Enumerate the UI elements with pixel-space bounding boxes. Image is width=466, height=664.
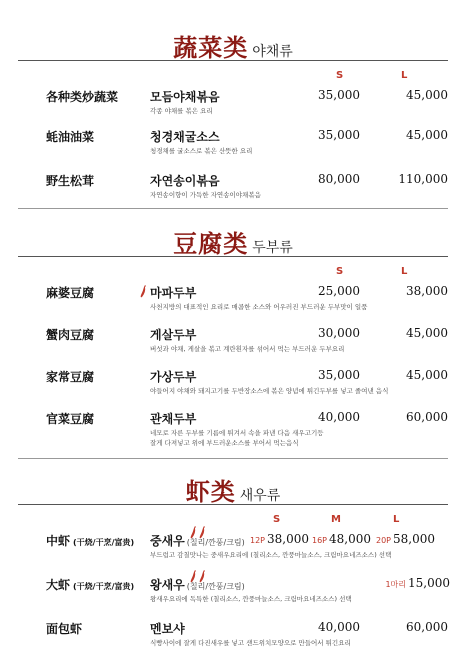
menu-item: 各种类炒蔬菜 모듬야채볶음 각종 야채를 볶은 요리 35,000 45,000 <box>46 88 448 115</box>
menu-item: 蟹肉豆腐 게살두부 버섯과 야채, 게살을 볶고 계란흰자를 섞어서 먹는 부드러운 두부요리 30,000 45,000 <box>46 326 448 353</box>
menu-item: 野生松茸 자연송이볶음 자연송이향이 가득한 자연송이야채볶음 80,000 110,000 <box>46 172 448 199</box>
size-label-s: S <box>336 70 344 81</box>
menu-item: 中虾 (干烧/干烹/富贵) 중새우 (칠리/깐풍/크림) 부드럽고 감칠맛나는 중새우요리에 (칠리소스, 깐풍마늘소스, 크림마요네즈소스) 선택 12P 38,000 16P 48,000 20P 58,000 <box>0 532 466 576</box>
menu-item: 麻婆豆腐 마파두부 사천지방의 대표적인 요리로 매콤한 소스와 어우러진 부드러운 두부맛이 일품 25,000 38,000 <box>46 284 448 311</box>
size-label-m: M <box>331 514 341 525</box>
size-label-s: S <box>273 514 281 525</box>
section-title-vegetables: 蔬菜类 야채류 <box>173 33 293 62</box>
size-label-l: L <box>401 70 408 81</box>
divider <box>18 504 448 505</box>
size-label-l: L <box>393 514 400 525</box>
divider <box>18 208 448 209</box>
menu-item: 大虾 (干烧/干烹/富贵) 왕새우 (칠리/깐풍/크림) 왕새우요리에 독특한 (칠리소스, 깐풍마늘소스, 크림마요네즈소스) 선택 1마리 15,000 <box>0 576 466 620</box>
section-title-shrimp: 虾类 새우류 <box>185 477 281 506</box>
divider <box>18 60 448 61</box>
menu-item: 家常豆腐 가상두부 야들어지 야채와 돼지고기를 두반장소스에 볶은 양념에 튀긴두부를 넣고 졸여낸 음식 35,000 45,000 <box>46 368 448 395</box>
divider <box>18 458 448 459</box>
size-label-l: L <box>401 266 408 277</box>
menu-item: 蚝油油菜 청경채굴소스 청경채를 굴소스로 볶은 산뜻한 요리 35,000 45,000 <box>46 128 448 155</box>
section-title-tofu: 豆腐类 두부류 <box>173 229 293 258</box>
chili-pepper-icon <box>140 285 147 298</box>
size-label-s: S <box>336 266 344 277</box>
menu-item: 面包虾 멘보샤 식빵사이에 잘게 다진새우를 넣고 샌드위치모양으로 만들어서 튀긴요리 40,000 60,000 <box>46 620 448 647</box>
divider <box>18 256 448 257</box>
menu-item: 官菜豆腐 관채두부 네모로 자른 두부를 기름에 튀겨서 속을 파낸 다음 새우고기등 잘게 다져넣고 위에 부드러운소스를 부어서 먹는음식 40,000 60,000 <box>46 410 448 447</box>
